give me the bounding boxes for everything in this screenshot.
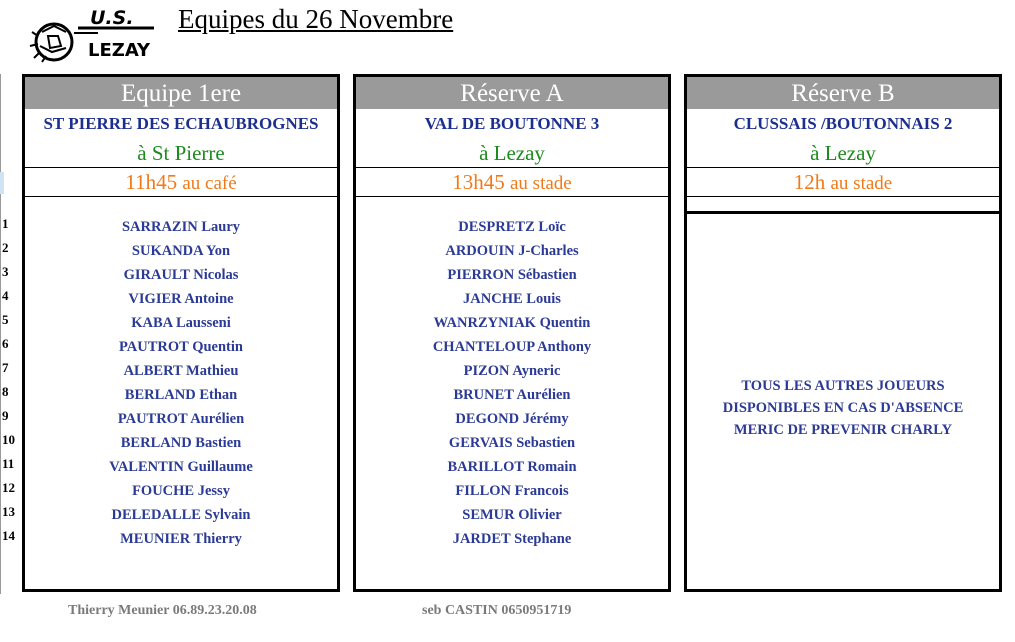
player-name: GIRAULT Nicolas bbox=[123, 267, 239, 283]
player-number: 8 bbox=[2, 384, 9, 399]
player-name: VIGIER Antoine bbox=[128, 291, 234, 307]
player-name: SUKANDA Yon bbox=[131, 243, 231, 259]
team-panel-equipe-1ere bbox=[22, 74, 340, 592]
player-name: WANRZYNIAK Quentin bbox=[433, 315, 591, 331]
player-name: DESPRETZ Loïc bbox=[458, 219, 566, 235]
notice-line: DISPONIBLES EN CAS D'ABSENCE bbox=[722, 400, 964, 416]
meeting-place: au stade bbox=[830, 173, 893, 194]
logo-text-lezay: LEZAY bbox=[88, 40, 151, 61]
player-name: VALENTIN Guillaume bbox=[109, 459, 253, 475]
player-name: PIZON Ayneric bbox=[463, 363, 561, 379]
logo-text-us: U.S. bbox=[90, 7, 134, 29]
player-name: GERVAIS Sebastien bbox=[448, 435, 576, 451]
player-name: JARDET Stephane bbox=[452, 531, 572, 547]
team-header: Equipe 1ere bbox=[25, 77, 337, 109]
player-name: ALBERT Mathieu bbox=[123, 363, 239, 379]
meeting-time-row bbox=[25, 168, 337, 197]
player-number: 13 bbox=[2, 504, 15, 519]
match-location: à Lezay bbox=[687, 139, 999, 168]
meeting-time: 12h bbox=[793, 170, 826, 194]
player-name: FOUCHE Jessy bbox=[132, 483, 230, 499]
player-number: 14 bbox=[2, 528, 15, 543]
team-header: Réserve B bbox=[687, 77, 999, 109]
team-panel-reserve-b bbox=[684, 74, 1002, 592]
meeting-time-row bbox=[356, 168, 668, 197]
player-number: 3 bbox=[2, 264, 9, 279]
player-name: BRUNET Aurélien bbox=[453, 387, 571, 403]
player-name: ARDOUIN J-Charles bbox=[445, 243, 579, 259]
player-name: FILLON Francois bbox=[455, 483, 569, 499]
contact-seb: seb CASTIN 0650951719 bbox=[422, 603, 572, 618]
player-name: SARRAZIN Laury bbox=[121, 219, 241, 235]
player-number: 7 bbox=[2, 360, 9, 375]
meeting-time: 11h45 bbox=[125, 170, 178, 194]
player-name: DELEDALLE Sylvain bbox=[111, 507, 251, 523]
page-title: Equipes du 26 Novembre bbox=[178, 4, 454, 34]
player-name: SEMUR Olivier bbox=[462, 507, 562, 523]
player-number: 5 bbox=[2, 312, 9, 327]
soccer-ball-icon bbox=[30, 24, 72, 62]
meeting-time: 13h45 bbox=[452, 170, 505, 194]
opponent-name: ST PIERRE DES ECHAUBROGNES bbox=[43, 114, 319, 133]
player-name: BARILLOT Romain bbox=[447, 459, 577, 475]
player-name: PAUTROT Quentin bbox=[119, 339, 243, 355]
opponent-name: CLUSSAIS /BOUTONNAIS 2 bbox=[733, 114, 953, 133]
notice-line: MERIC DE PREVENIR CHARLY bbox=[733, 422, 953, 438]
match-location: à Lezay bbox=[356, 139, 668, 168]
meeting-place: au stade bbox=[510, 173, 572, 194]
player-name: PIERRON Sébastien bbox=[447, 267, 577, 283]
notice-line: TOUS LES AUTRES JOUEURS bbox=[741, 378, 945, 394]
section-divider bbox=[687, 197, 999, 214]
player-number: 1 bbox=[2, 216, 9, 231]
player-name: JANCHE Louis bbox=[463, 291, 561, 307]
player-name: CHANTELOUP Anthony bbox=[432, 339, 592, 355]
player-number: 6 bbox=[2, 336, 9, 351]
match-location: à St Pierre bbox=[25, 139, 337, 168]
team-header: Réserve A bbox=[356, 77, 668, 109]
player-number: 12 bbox=[2, 480, 15, 495]
player-name: BERLAND Bastien bbox=[120, 435, 242, 451]
meeting-time-row bbox=[687, 168, 999, 197]
player-number: 11 bbox=[2, 456, 15, 471]
player-name: BERLAND Ethan bbox=[124, 387, 238, 403]
player-list bbox=[356, 197, 668, 551]
player-name: MEUNIER Thierry bbox=[120, 531, 242, 547]
contact-thierry: Thierry Meunier 06.89.23.20.08 bbox=[68, 603, 257, 618]
team-panel-reserve-a bbox=[353, 74, 671, 592]
margin-marker bbox=[0, 172, 4, 194]
player-number-column bbox=[2, 212, 15, 548]
player-list bbox=[25, 197, 337, 551]
player-name: DEGOND Jérémy bbox=[455, 411, 569, 427]
player-name: PAUTROT Aurélien bbox=[117, 411, 245, 427]
player-number: 4 bbox=[2, 288, 9, 303]
player-name: KABA Lausseni bbox=[131, 315, 231, 331]
club-logo bbox=[28, 6, 158, 64]
opponent-name: VAL DE BOUTONNE 3 bbox=[424, 114, 600, 133]
left-divider bbox=[0, 74, 1, 594]
player-number: 9 bbox=[2, 408, 9, 423]
meeting-place: au café bbox=[182, 173, 237, 194]
availability-notice bbox=[687, 375, 999, 441]
player-number: 2 bbox=[2, 240, 9, 255]
player-number: 10 bbox=[2, 432, 15, 447]
